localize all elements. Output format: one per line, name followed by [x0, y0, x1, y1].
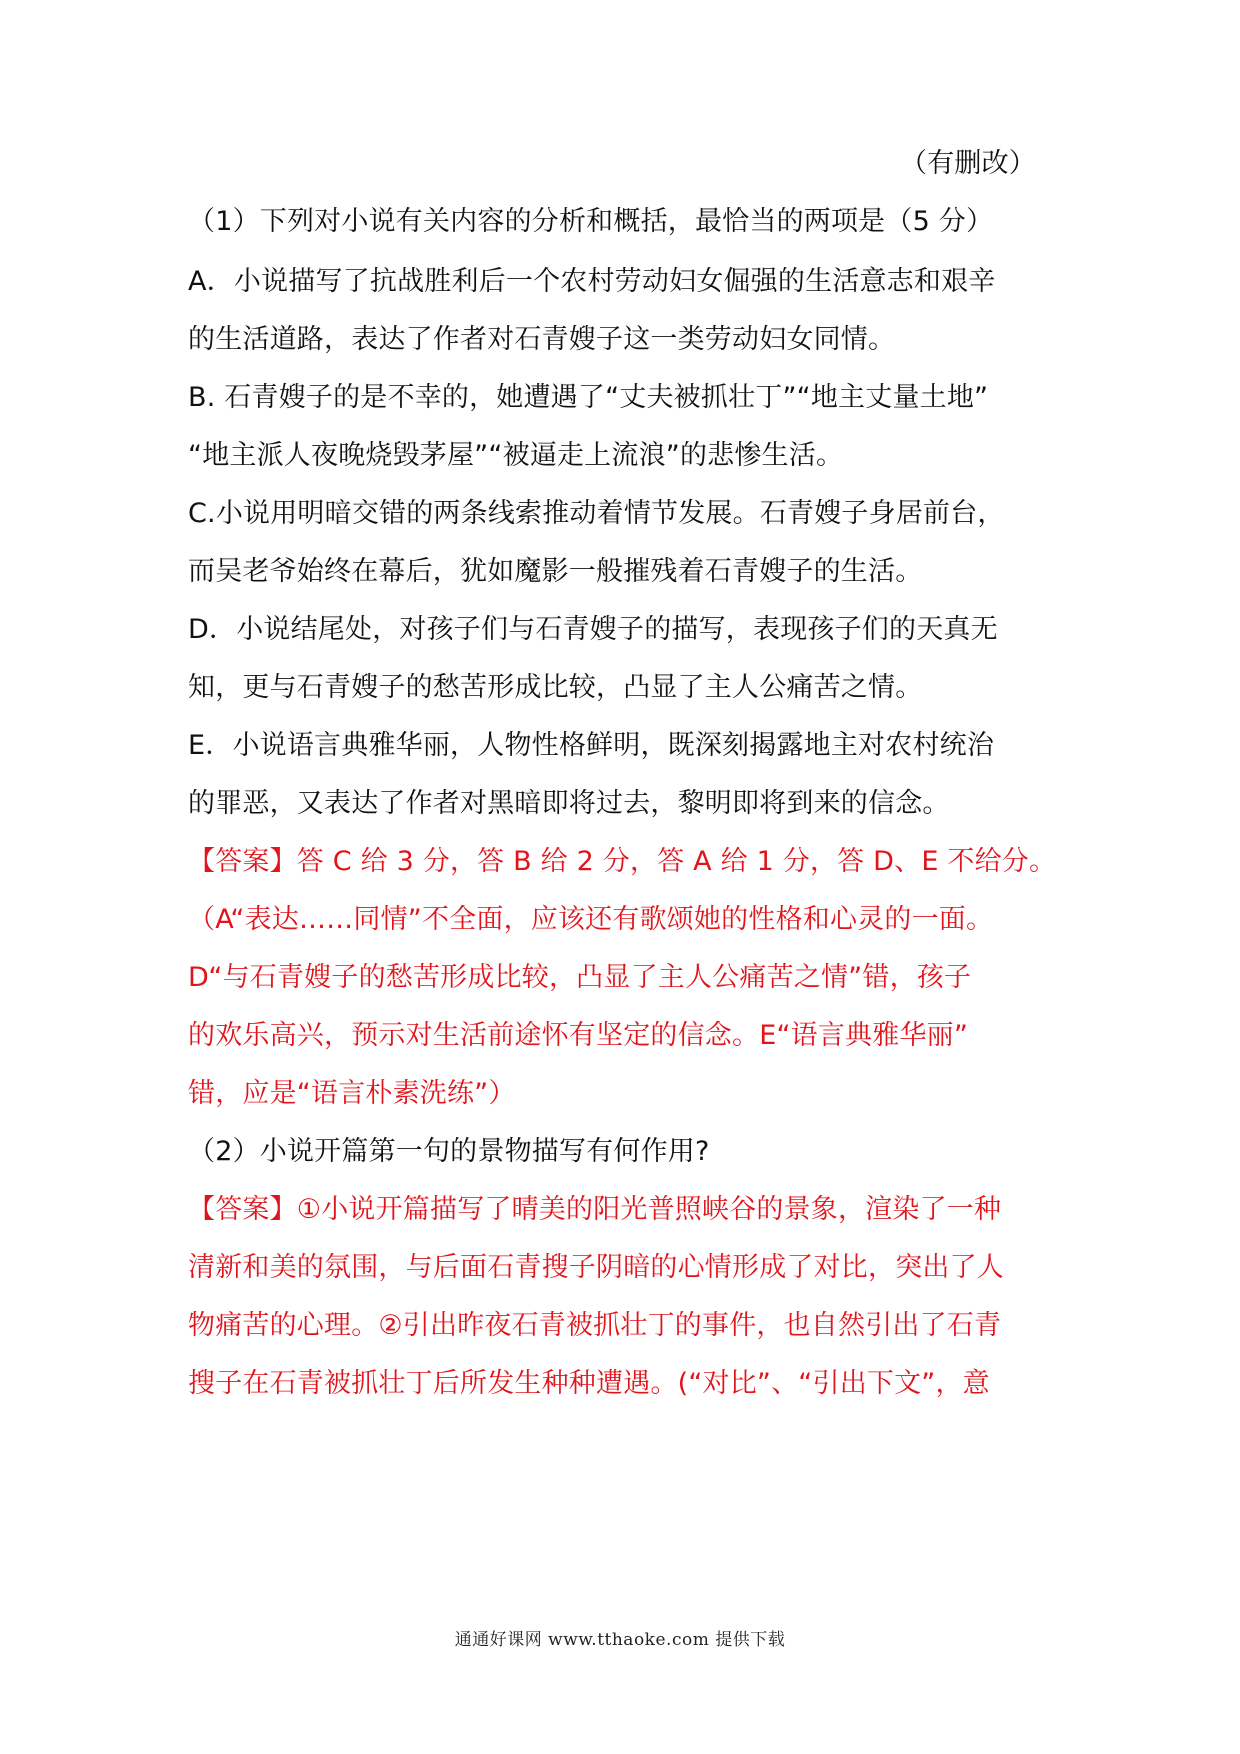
option-c-line-2: 而吴老爷始终在幕后，犹如魔影一般摧残着石青嫂子的生活。 [188, 556, 923, 587]
option-a-line-1: A．小说描写了抗战胜利后一个农村劳动妇女倔强的生活意志和艰辛 [188, 266, 996, 297]
option-e-line-2: 的罪恶，又表达了作者对黑暗即将过去，黎明即将到来的信念。 [188, 788, 950, 819]
option-a-line-2: 的生活道路，表达了作者对石青嫂子这一类劳动妇女同情。 [188, 324, 896, 355]
revision-note: （有删改） [900, 148, 1036, 179]
answer-2-line-2: 清新和美的氛围，与后面石青搜子阴暗的心情形成了对比，突出了人 [188, 1252, 1004, 1283]
answer-1-line-1: 【答案】答 C 给 3 分，答 B 给 2 分，答 A 给 1 分，答 D、E 不给分。 [188, 846, 1057, 877]
answer-1-line-4: 的欢乐高兴，预示对生活前途怀有坚定的信念。E“语言典雅华丽” [188, 1020, 969, 1051]
option-b-line-2: “地主派人夜晚烧毁茅屋”“被逼走上流浪”的悲惨生活。 [188, 440, 844, 471]
answer-1-line-3: D“与石青嫂子的愁苦形成比较，凸显了主人公痛苦之情”错，孩子 [188, 962, 972, 993]
option-d-line-1: D．小说结尾处，对孩子们与石青嫂子的描写，表现孩子们的天真无 [188, 614, 998, 645]
answer-2-line-4: 搜子在石青被抓壮丁后所发生种种遭遇。(“对比”、“引出下文”，意 [188, 1368, 990, 1399]
option-b-line-1: B. 石青嫂子的是不幸的，她遭遇了“丈夫被抓壮丁”“地主丈量土地” [188, 382, 989, 413]
answer-2-line-1: 【答案】①小说开篇描写了晴美的阳光普照峡谷的景象，渲染了一种 [188, 1194, 1002, 1225]
page-footer: 通通好课网 www.tthaoke.com 提供下载 [454, 1630, 786, 1650]
answer-1-line-2: （A“表达……同情”不全面，应该还有歌颂她的性格和心灵的一面。 [188, 904, 994, 935]
answer-1-line-5: 错，应是“语言朴素洗练”） [188, 1078, 516, 1109]
option-c-line-1: C.小说用明暗交错的两条线索推动着情节发展。石青嫂子身居前台， [188, 498, 1005, 529]
option-d-line-2: 知，更与石青嫂子的愁苦形成比较，凸显了主人公痛苦之情。 [188, 672, 923, 703]
option-e-line-1: E．小说语言典雅华丽，人物性格鲜明，既深刻揭露地主对农村统治 [188, 730, 995, 761]
answer-2-line-3: 物痛苦的心理。②引出昨夜石青被抓壮丁的事件，也自然引出了石青 [188, 1310, 1002, 1341]
question-2: （2）小说开篇第一句的景物描写有何作用? [188, 1136, 710, 1167]
question-1: （1）下列对小说有关内容的分析和概括，最恰当的两项是（5 分） [188, 206, 994, 237]
